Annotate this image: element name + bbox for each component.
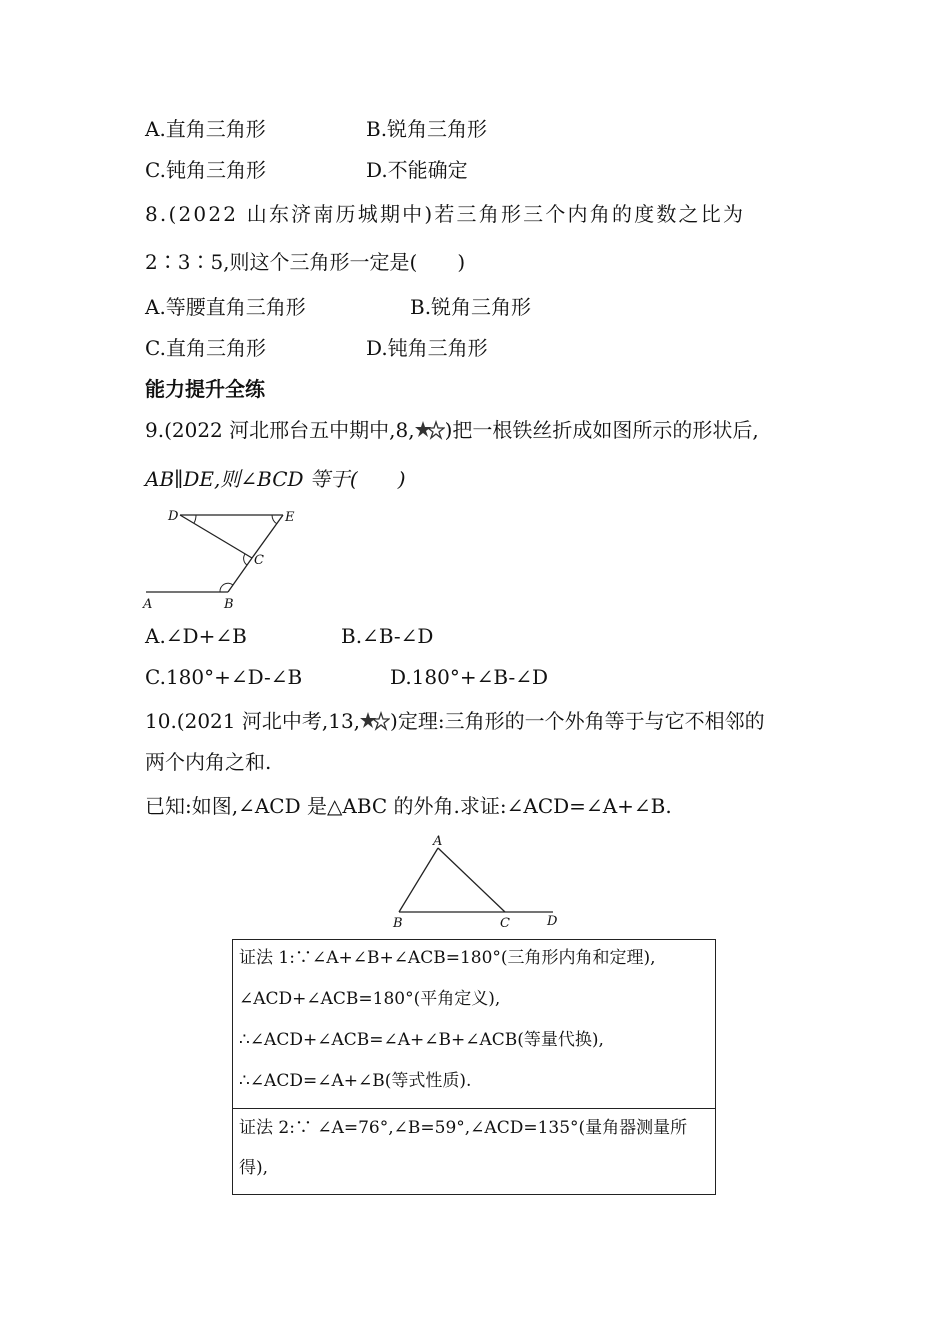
proof2-line2: 得), bbox=[239, 1158, 269, 1178]
line-ec bbox=[252, 515, 283, 558]
proof2-line1: 证法 2:∵ ∠A=76°,∠B=59°,∠ACD=135°(量角器测量所 bbox=[239, 1118, 688, 1138]
q10-stem-line1 bbox=[145, 707, 765, 735]
q9-stem-prefix: 9.(2022 河北邢台五中期中,8, bbox=[145, 418, 415, 442]
label-a: A bbox=[143, 597, 153, 612]
two-star-difficulty-icon bbox=[360, 710, 390, 730]
line-ac bbox=[438, 848, 505, 912]
proof1-line2: ∠ACD+∠ACB=180°(平角定义), bbox=[239, 989, 501, 1009]
label-b: B bbox=[224, 597, 234, 612]
label-e: E bbox=[285, 510, 295, 525]
proof1-line4: ∴∠ACD=∠A+∠B(等式性质). bbox=[239, 1071, 472, 1091]
q7-option-d: D.不能确定 bbox=[366, 158, 468, 182]
section-heading: 能力提升全练 bbox=[145, 377, 265, 401]
line-dc bbox=[180, 515, 252, 558]
angle-c-arc bbox=[244, 554, 247, 565]
q10-stem-line2: 两个内角之和. bbox=[145, 750, 272, 774]
q8-option-c: C.直角三角形 bbox=[145, 336, 266, 360]
q9-option-d: D.180°+∠B-∠D bbox=[390, 665, 548, 689]
q9-stem-suffix: )把一根铁丝折成如图所示的形状后, bbox=[444, 418, 759, 442]
line-cb bbox=[228, 558, 252, 592]
line-ba bbox=[399, 848, 438, 912]
q9-stem-line2: AB∥DE,则∠BCD 等于( ) bbox=[145, 467, 406, 491]
q8-option-a: A.等腰直角三角形 bbox=[145, 295, 306, 319]
q9-option-b: B.∠B-∠D bbox=[341, 624, 434, 648]
q9-option-a: A.∠D+∠B bbox=[145, 624, 247, 648]
label-c: C bbox=[254, 553, 264, 568]
label-c: C bbox=[500, 916, 510, 931]
angle-e-arc bbox=[272, 515, 277, 524]
q9-stem-line1 bbox=[145, 416, 759, 444]
q8-option-b: B.锐角三角形 bbox=[410, 295, 532, 319]
q7-option-b: B.锐角三角形 bbox=[366, 117, 488, 141]
q7-option-a: A.直角三角形 bbox=[145, 117, 266, 141]
q10-given: 已知:如图,∠ACD 是△ABC 的外角.求证:∠ACD=∠A+∠B. bbox=[145, 794, 672, 818]
q10-stem-suffix: )定理:三角形的一个外角等于与它不相邻的 bbox=[390, 709, 765, 733]
proof1-line1: 证法 1:∵∠A+∠B+∠ACB=180°(三角形内角和定理), bbox=[239, 948, 656, 968]
q10-figure bbox=[385, 830, 565, 932]
angle-d-arc bbox=[194, 515, 196, 523]
q8-stem-line1: 8.(2022 山东济南历城期中)若三角形三个内角的度数之比为 bbox=[145, 202, 746, 226]
two-star-difficulty-icon bbox=[415, 419, 445, 439]
q8-stem-line2: 2∶3∶5,则这个三角形一定是( ) bbox=[145, 250, 466, 274]
label-d: D bbox=[547, 914, 558, 929]
q9-figure bbox=[140, 500, 310, 615]
q10-stem-prefix: 10.(2021 河北中考,13, bbox=[145, 709, 361, 733]
proof-divider bbox=[233, 1108, 715, 1109]
label-b: B bbox=[393, 916, 403, 931]
proof-box bbox=[232, 939, 716, 1195]
q7-option-c: C.钝角三角形 bbox=[145, 158, 266, 182]
proof1-line3: ∴∠ACD+∠ACB=∠A+∠B+∠ACB(等量代换), bbox=[239, 1030, 604, 1050]
label-a: A bbox=[433, 834, 443, 849]
q9-option-c: C.180°+∠D-∠B bbox=[145, 665, 303, 689]
label-d: D bbox=[168, 509, 179, 524]
q8-option-d: D.钝角三角形 bbox=[366, 336, 488, 360]
